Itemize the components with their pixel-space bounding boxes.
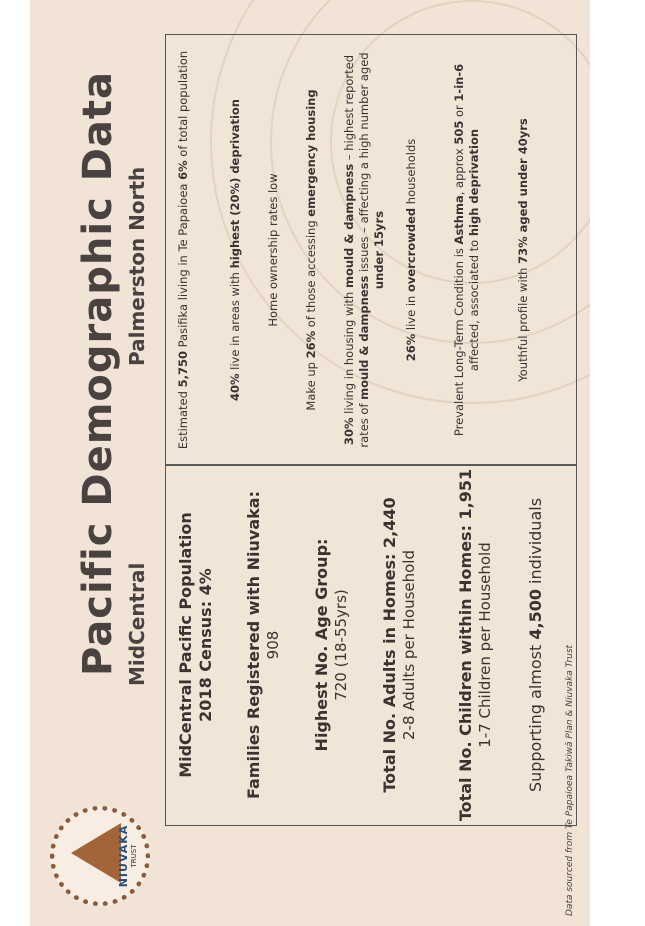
fact-bold: emergency housing bbox=[304, 89, 318, 217]
fact-text: live in bbox=[404, 292, 418, 334]
logo-sub: TRUST bbox=[130, 844, 138, 868]
sail-icon bbox=[71, 823, 121, 883]
fact-bold: under 15yrs bbox=[372, 210, 386, 290]
children-label: Total No. Children within Homes: 1,951 bbox=[456, 468, 475, 822]
logo-name: NIUVAKA bbox=[117, 824, 130, 888]
fact-text: Youthful profile with bbox=[516, 263, 530, 382]
fact-text: of total population bbox=[176, 50, 190, 161]
fact-text: or bbox=[452, 101, 466, 121]
fact-youthful-profile bbox=[516, 43, 531, 457]
fact-text: Make up bbox=[304, 358, 318, 411]
supporting-pre: Supporting almost bbox=[526, 639, 545, 793]
fact-text: of those accessing bbox=[304, 216, 318, 331]
fact-bold: 5,750 bbox=[176, 351, 190, 388]
fact-text: live in areas with bbox=[228, 268, 242, 374]
fact-bold: 1-in-6 bbox=[452, 63, 466, 102]
fact-bold: 26% bbox=[404, 333, 418, 362]
fact-population bbox=[176, 43, 191, 457]
fact-bold: 505 bbox=[452, 120, 466, 145]
population-value: 2018 Census: 4% bbox=[196, 568, 215, 722]
families-stat bbox=[244, 465, 283, 825]
population-label: MidCentral Pacific Population bbox=[176, 512, 195, 778]
source-note: Data sourced from Te Papaioea Takiwā Plan & Niuvaka Trust bbox=[565, 644, 575, 916]
palmerston-panel bbox=[165, 34, 577, 466]
fact-text: affected, associated to bbox=[467, 236, 481, 372]
children-value: 1-7 Children per Household bbox=[476, 542, 494, 748]
fact-bold: Asthma bbox=[452, 195, 466, 245]
fact-text: Prevalent Long-Term Condition is bbox=[452, 244, 466, 437]
age-stat bbox=[312, 465, 351, 825]
children-stat bbox=[456, 465, 495, 825]
fact-bold: highest (20%) deprivation bbox=[228, 99, 242, 269]
fact-text: households bbox=[404, 138, 418, 208]
fact-text: – highest reported rates of bbox=[342, 54, 371, 448]
fact-overcrowded bbox=[404, 43, 419, 457]
fact-text: Pasifika living in Te Papaioea bbox=[176, 179, 190, 352]
families-label: Families Registered with Niuvaka: bbox=[244, 491, 263, 799]
midcentral-panel bbox=[165, 464, 577, 826]
niuvaka-logo bbox=[50, 806, 150, 906]
fact-bold: high deprivation bbox=[467, 128, 481, 237]
fact-mould-dampness bbox=[342, 43, 387, 457]
supporting-stat bbox=[526, 465, 545, 825]
fact-bold: overcrowded bbox=[404, 207, 418, 293]
fact-text: Home ownership rates low bbox=[266, 173, 280, 327]
population-stat bbox=[176, 465, 216, 825]
fact-bold: 30% bbox=[342, 417, 356, 446]
data-sheet bbox=[30, 0, 590, 926]
fact-bold: 6% bbox=[176, 160, 190, 180]
region-heading-palmerston: Palmerston North bbox=[125, 166, 149, 366]
age-label: Highest No. Age Group: bbox=[312, 538, 331, 752]
fact-deprivation bbox=[228, 43, 243, 457]
adults-value: 2-8 Adults per Household bbox=[400, 550, 418, 740]
adults-label: Total No. Adults in Homes: 2,440 bbox=[380, 497, 399, 793]
adults-stat bbox=[380, 465, 419, 825]
fact-home-ownership bbox=[266, 43, 281, 457]
fact-emergency-housing bbox=[304, 43, 319, 457]
fact-bold: 26% bbox=[304, 330, 318, 359]
families-value: 908 bbox=[264, 630, 282, 660]
fact-text: , approx bbox=[452, 144, 466, 196]
fact-bold: mould & dampness bbox=[357, 275, 371, 400]
fact-bold: 73% aged under 40yrs bbox=[516, 118, 530, 264]
fact-bold: mould & dampness bbox=[342, 163, 356, 288]
fact-text: Estimated bbox=[176, 387, 190, 450]
fact-asthma bbox=[452, 43, 482, 457]
supporting-post: individuals bbox=[526, 497, 545, 590]
fact-text: living in housing with bbox=[342, 288, 356, 418]
fact-text: issues – affecting a high number aged bbox=[357, 52, 371, 276]
fact-bold: 40% bbox=[228, 373, 242, 402]
age-value: 720 (18-55yrs) bbox=[332, 589, 350, 701]
page-title: Pacific Demographic Data bbox=[75, 70, 121, 676]
supporting-num: 4,500 bbox=[526, 589, 545, 640]
region-heading-midcentral: MidCentral bbox=[125, 562, 149, 686]
